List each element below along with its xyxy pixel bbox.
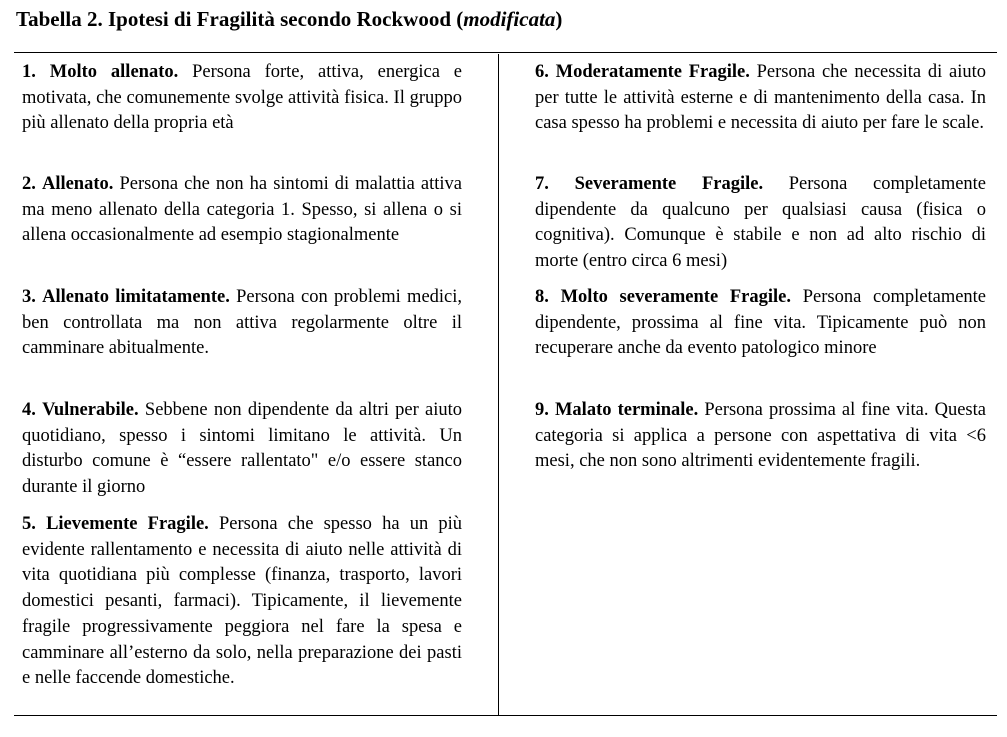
frailty-category-8	[535, 285, 986, 362]
frailty-category-4	[22, 398, 462, 501]
category-number: 6.	[535, 62, 549, 82]
category-term: Malato terminale.	[554, 400, 699, 420]
column-divider	[498, 54, 499, 715]
category-number: 2.	[22, 174, 36, 194]
table-title-close: )	[555, 7, 563, 31]
frailty-category-5	[22, 512, 462, 692]
category-term: Molto allenato.	[49, 62, 179, 82]
category-term: Molto severamente Fragile.	[560, 287, 792, 307]
category-number: 4.	[22, 400, 36, 420]
category-description: Persona prossima al fine vita. Questa categoria si applica a persone con aspettativa di vita <6 mesi, che non sono altrimenti evidentemente fragili.	[535, 400, 986, 472]
category-number: 8.	[535, 287, 549, 307]
category-description: Persona che spesso ha un più evidente rallentamento e necessita di aiuto nelle attività di vita quotidiana più complesse (finanza, trasporto, lavori domestici pesanti, farmaci). Tipicamente, il lievemente fragile progressivamente peggiora nel fare la spesa e camminare all’esterno da solo, nella preparazione dei pasti e nelle faccende domestiche.	[22, 514, 463, 689]
category-term: Allenato.	[41, 174, 114, 194]
category-term: Allenato limitatamente.	[42, 287, 230, 307]
category-term: Vulnerabile.	[42, 400, 139, 420]
category-number: 9.	[535, 400, 549, 420]
category-description: Persona che non ha sintomi di malattia attiva ma meno allenato della categoria 1. Spesso, si allena o si allena occasionalmente ad esempio stagionalmente	[22, 174, 463, 246]
category-term: Lievemente Fragile.	[46, 514, 209, 534]
category-term: Moderatamente Fragile.	[555, 62, 750, 82]
frailty-category-1	[22, 60, 462, 137]
frailty-category-2	[22, 172, 462, 249]
category-description: Persona completamente dipendente da qualcuno per qualsiasi causa (fisica o cognitiva). Comunque è stabile e non ad alto rischio di morte (entro circa 6 mesi)	[535, 174, 987, 272]
category-description: Persona che necessita di aiuto per tutte le attività esterne e di mantenimento della casa. In casa spesso ha problemi e necessita di aiuto per fare le scale.	[535, 62, 987, 134]
category-term: Severamente Fragile.	[574, 174, 764, 194]
category-number: 1.	[22, 62, 36, 82]
category-number: 7.	[535, 174, 549, 194]
frailty-category-9	[535, 398, 986, 475]
table-top-rule	[14, 52, 997, 53]
frailty-category-6	[535, 60, 986, 137]
table-bottom-rule	[14, 715, 997, 716]
table-title-main: Tabella 2. Ipotesi di Fragilità secondo Rockwood (	[16, 7, 464, 31]
category-description: Sebbene non dipendente da altri per aiuto quotidiano, spesso i sintomi limitano le attività. Un disturbo comune è “essere rallentato" e/o essere stanco durante il giorno	[22, 400, 463, 498]
category-description: Persona con problemi medici, ben controllata ma non attiva regolarmente oltre il camminare abitualmente.	[22, 287, 463, 359]
frailty-category-7	[535, 172, 986, 275]
frailty-category-3	[22, 285, 462, 362]
table-title-italic: modificata	[463, 7, 556, 31]
category-number: 5.	[22, 514, 36, 534]
table-title	[16, 6, 562, 32]
category-description: Persona completamente dipendente, prossima al fine vita. Tipicamente può non recuperare anche da evento patologico minore	[535, 287, 987, 359]
category-number: 3.	[22, 287, 36, 307]
category-description: Persona forte, attiva, energica e motivata, che comunemente svolge attività fisica. Il gruppo più allenato della propria età	[22, 62, 463, 134]
